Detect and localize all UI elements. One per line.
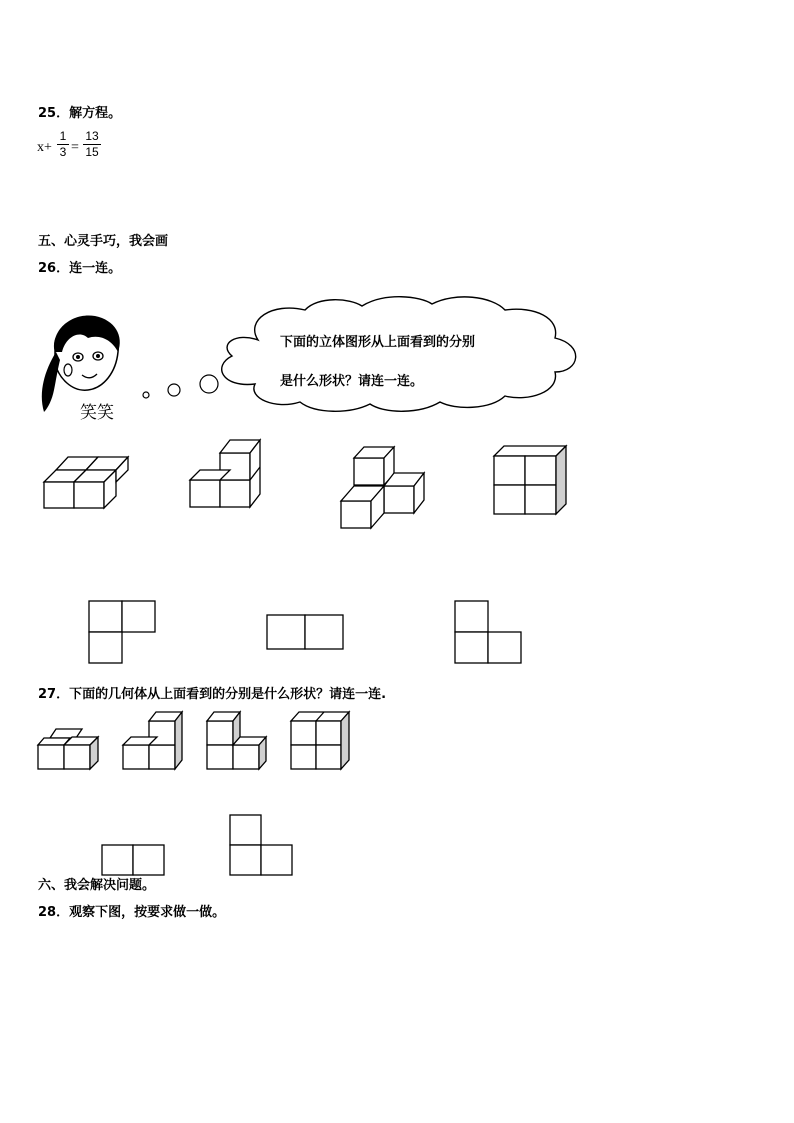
section5-heading: 五、心灵手巧，我会画 (38, 234, 169, 249)
eq-lhs: x+ (37, 140, 52, 155)
cloud-text-line2: 是什么形状？请连一连。 (280, 374, 424, 389)
frac1-denominator: 3 (59, 145, 67, 159)
section6-heading: 六、我会解决问题。 (38, 878, 156, 893)
cloud-text-line1: 下面的立体图形从上面看到的分别 (280, 335, 476, 350)
q25-label: 25．解方程。 (38, 106, 122, 121)
frac1-numerator: 1 (59, 129, 67, 143)
q27-view-1 (102, 845, 164, 875)
q27-view-2 (230, 815, 292, 875)
frac2-denominator: 15 (85, 145, 99, 159)
kid-name-label: 笑笑 (80, 403, 114, 423)
q27-label: 27．下面的几何体从上面看到的分别是什么形状？请连一连. (38, 687, 387, 702)
frac2-numerator: 13 (85, 129, 99, 143)
eq-equals: = (71, 140, 79, 155)
q28-label: 28．观察下图，按要求做一做。 (38, 905, 226, 920)
q26-label: 26．连一连。 (38, 261, 122, 276)
